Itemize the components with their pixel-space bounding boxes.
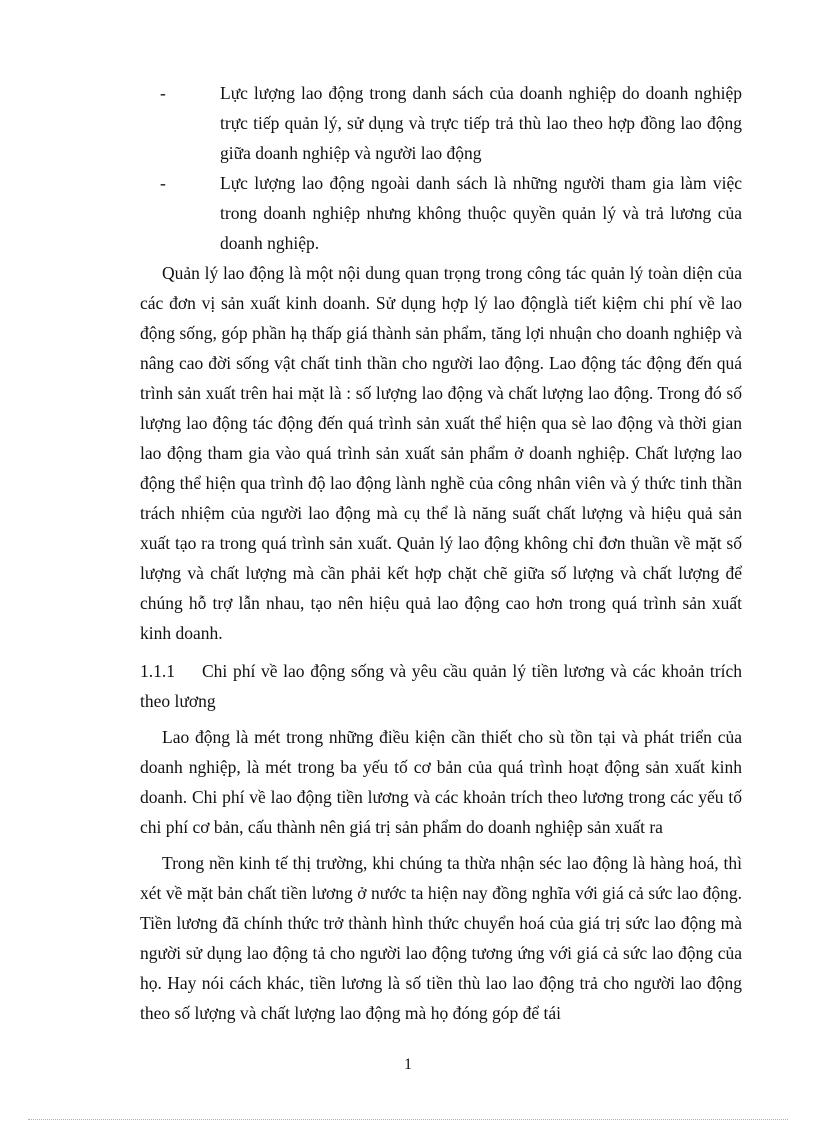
section-heading — [140, 656, 742, 716]
footer-divider — [28, 1119, 788, 1120]
bullet-text: Lực lượng lao động trong danh sách của doanh nghiệp do doanh nghiệp trực tiếp quản lý, sử dụng và trực tiếp trả thù lao theo hợp đồng lao động giữa doanh nghiệp và người lao động — [220, 83, 742, 163]
paragraph-labor-management: Quản lý lao động là một nội dung quan trọng trong công tác quản lý toàn diện của các đơn vị sản xuất kinh doanh. Sử dụng hợp lý lao độnglà tiết kiệm chi phí về lao động sống, góp phần hạ thấp giá thành sản phẩm, tăng lợi nhuận cho doanh nghiệp và nâng cao đời sống vật chất tinh thần cho người lao động. Lao động tác động đến quá trình sản xuất trên hai mặt là : số lượng lao động và chất lượng lao động. Trong đó số lượng lao động tác động đến quá trình sản xuất thể hiện qua sè lao động và thời gian lao động tham gia vào quá trình sản xuất sản phẩm ở doanh nghiệp. Chất lượng lao động thể hiện qua trình độ lao động lành nghề của công nhân viên và ý thức tinh thần trách nhiệm của người lao động mà cụ thể là năng suất chất lượng và hiệu quả sản xuất tạo ra trong quá trình sản xuất. Quản lý lao động không chỉ đơn thuần về mặt số lượng và chất lượng mà cần phải kết hợp chặt chẽ giữa số lượng và chất lượng để chúng hỗ trợ lẫn nhau, tạo nên hiệu quả lao động cao hơn trong quá trình sản xuất kinh doanh. — [140, 263, 742, 643]
paragraph-market-economy: Trong nền kinh tế thị trường, khi chúng ta thừa nhận séc lao động là hàng hoá, thì xét về mặt bản chất tiền lương ở nước ta hiện nay đồng nghĩa với giá cả sức lao động. Tiền lương đã chính thức trở thành hình thức chuyển hoá của giá trị sức lao động mà người sử dụng lao động tả cho người lao động tương ứng với giá cả sức lao động của họ. Hay nói cách khác, tiền lương là số tiền thù lao lao động trả cho người lao động theo số lượng và chất lượng lao động mà họ đóng góp để tái — [140, 853, 742, 1023]
bullet-marker: - — [160, 83, 166, 103]
bullet-marker: - — [160, 173, 166, 193]
page-number: 1 — [404, 1056, 412, 1073]
section-number: 1.1.1 — [140, 661, 175, 681]
paragraph-labor-cost: Lao động là mét trong những điều kiện cần thiết cho sù tồn tại và phát triển của doanh nghiệp, là mét trong ba yếu tố cơ bản của quá trình hoạt động sản xuất kinh doanh. Chi phí về lao động tiền lương và các khoản trích theo lương trong các yếu tố chi phí cơ bản, cấu thành nên giá trị sản phẩm do doanh nghiệp sản xuất ra — [140, 727, 742, 837]
bullet-text: Lực lượng lao động ngoài danh sách là những người tham gia làm việc trong doanh nghiệp nhưng không thuộc quyền quản lý và trả lương của doanh nghiệp. — [220, 173, 742, 253]
bullet-item — [140, 168, 742, 258]
page-content — [140, 78, 742, 1028]
section-title: Chi phí về lao động sống và yêu cầu quản lý tiền lương và các khoản trích theo lương — [140, 661, 742, 711]
bullet-item — [140, 78, 742, 168]
